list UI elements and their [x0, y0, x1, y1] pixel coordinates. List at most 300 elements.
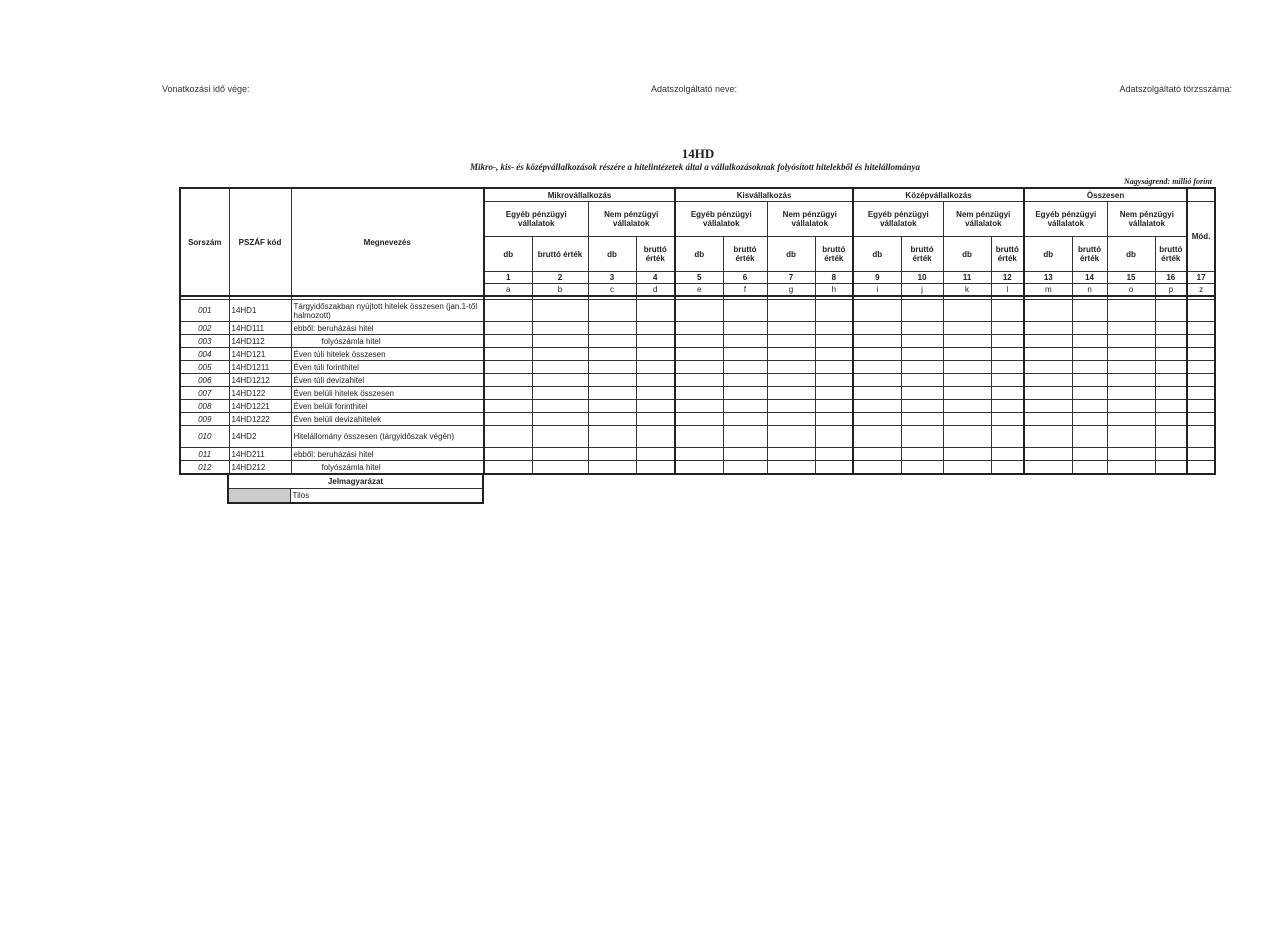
measure-header: db [943, 237, 991, 272]
data-cell[interactable] [723, 322, 767, 335]
data-cell[interactable] [991, 348, 1024, 361]
data-cell[interactable] [767, 374, 815, 387]
measure-header: db [1024, 237, 1072, 272]
data-cell[interactable] [1072, 413, 1107, 426]
data-cell[interactable] [853, 335, 901, 348]
data-cell[interactable] [675, 322, 723, 335]
measure-header: bruttó érték [636, 237, 675, 272]
data-cell[interactable] [767, 361, 815, 374]
data-cell[interactable] [815, 374, 853, 387]
data-cell[interactable] [1107, 348, 1155, 361]
data-cell[interactable] [675, 387, 723, 400]
row-name: Éven belüli devizahitelek [291, 413, 484, 426]
data-cell[interactable] [853, 400, 901, 413]
data-cell[interactable] [532, 461, 588, 475]
data-cell[interactable] [636, 413, 675, 426]
column-number: 7 [767, 272, 815, 284]
data-cell[interactable] [901, 300, 943, 322]
data-cell[interactable] [1072, 335, 1107, 348]
row-name: folyószámla hitel [291, 461, 484, 475]
data-cell[interactable] [815, 361, 853, 374]
data-cell[interactable] [943, 400, 991, 413]
data-cell[interactable] [484, 426, 532, 448]
measure-header: db [853, 237, 901, 272]
data-cell[interactable] [943, 374, 991, 387]
data-cell[interactable] [1187, 413, 1215, 426]
data-cell[interactable] [767, 400, 815, 413]
subgroup-header: Nem pénzügyi vállalatok [767, 202, 853, 237]
data-cell[interactable] [532, 335, 588, 348]
data-cell[interactable] [943, 361, 991, 374]
data-cell[interactable] [991, 361, 1024, 374]
data-cell[interactable] [484, 413, 532, 426]
row-name: Éven belüli forinthitel [291, 400, 484, 413]
column-number: 3 [588, 272, 636, 284]
data-cell[interactable] [588, 348, 636, 361]
data-cell[interactable] [588, 448, 636, 461]
data-cell[interactable] [991, 461, 1024, 475]
data-cell[interactable] [901, 335, 943, 348]
data-cell[interactable] [815, 335, 853, 348]
data-cell[interactable] [943, 322, 991, 335]
data-table [179, 187, 1216, 475]
data-cell[interactable] [901, 413, 943, 426]
column-letter: j [901, 284, 943, 297]
column-number: 8 [815, 272, 853, 284]
data-cell[interactable] [1155, 387, 1187, 400]
measure-header: bruttó érték [1072, 237, 1107, 272]
data-cell[interactable] [853, 413, 901, 426]
data-cell[interactable] [853, 461, 901, 475]
row-code: 14HD111 [229, 322, 291, 335]
data-cell[interactable] [636, 461, 675, 475]
data-cell[interactable] [1155, 348, 1187, 361]
data-cell[interactable] [1024, 461, 1072, 475]
data-cell[interactable] [588, 387, 636, 400]
data-cell[interactable] [815, 426, 853, 448]
data-cell[interactable] [901, 426, 943, 448]
data-cell[interactable] [675, 335, 723, 348]
data-cell[interactable] [1187, 300, 1215, 322]
data-cell[interactable] [532, 413, 588, 426]
data-cell[interactable] [1072, 374, 1107, 387]
data-cell[interactable] [723, 448, 767, 461]
data-cell[interactable] [636, 387, 675, 400]
data-cell[interactable] [532, 426, 588, 448]
data-cell[interactable] [901, 361, 943, 374]
data-cell[interactable] [853, 361, 901, 374]
data-cell[interactable] [532, 348, 588, 361]
row-code: 14HD122 [229, 387, 291, 400]
data-cell[interactable] [1024, 413, 1072, 426]
data-cell[interactable] [767, 448, 815, 461]
data-cell[interactable] [723, 426, 767, 448]
data-cell[interactable] [636, 374, 675, 387]
row-code: 14HD121 [229, 348, 291, 361]
data-cell[interactable] [815, 387, 853, 400]
row-number: 002 [180, 322, 229, 335]
data-cell[interactable] [532, 400, 588, 413]
data-cell[interactable] [853, 426, 901, 448]
column-number: 10 [901, 272, 943, 284]
data-cell[interactable] [588, 400, 636, 413]
legend-swatch [228, 489, 290, 504]
data-cell[interactable] [1155, 300, 1187, 322]
measure-header: db [1107, 237, 1155, 272]
data-cell[interactable] [1072, 361, 1107, 374]
data-cell[interactable] [723, 374, 767, 387]
data-cell[interactable] [943, 426, 991, 448]
data-cell[interactable] [636, 335, 675, 348]
data-cell[interactable] [675, 348, 723, 361]
data-cell[interactable] [675, 448, 723, 461]
row-number: 006 [180, 374, 229, 387]
data-cell[interactable] [815, 448, 853, 461]
data-cell[interactable] [723, 335, 767, 348]
data-cell[interactable] [901, 374, 943, 387]
column-letter: f [723, 284, 767, 297]
row-name: folyószámla hitel [291, 335, 484, 348]
column-letter: l [991, 284, 1024, 297]
row-code: 14HD212 [229, 461, 291, 475]
data-cell[interactable] [532, 448, 588, 461]
table-row [180, 300, 1215, 322]
column-number: 5 [675, 272, 723, 284]
subgroup-header: Nem pénzügyi vállalatok [943, 202, 1024, 237]
data-cell[interactable] [991, 400, 1024, 413]
column-letter: g [767, 284, 815, 297]
subgroup-header: Nem pénzügyi vállalatok [588, 202, 675, 237]
data-cell[interactable] [1024, 426, 1072, 448]
col-header-sorszam: Sorszám [180, 188, 229, 296]
legend-table [227, 473, 484, 504]
data-cell[interactable] [723, 387, 767, 400]
provider-id-label: Adatszolgáltató törzsszáma: [1119, 84, 1232, 94]
data-cell[interactable] [1024, 374, 1072, 387]
data-cell[interactable] [853, 300, 901, 322]
data-cell[interactable] [767, 300, 815, 322]
data-cell[interactable] [588, 322, 636, 335]
measure-header: db [588, 237, 636, 272]
data-cell[interactable] [815, 300, 853, 322]
data-cell[interactable] [532, 387, 588, 400]
data-cell[interactable] [1107, 361, 1155, 374]
data-cell[interactable] [636, 348, 675, 361]
data-cell[interactable] [901, 400, 943, 413]
data-cell[interactable] [1024, 348, 1072, 361]
data-cell[interactable] [767, 335, 815, 348]
data-cell[interactable] [1072, 348, 1107, 361]
column-letter: i [853, 284, 901, 297]
data-cell[interactable] [588, 461, 636, 475]
data-cell[interactable] [675, 461, 723, 475]
data-cell[interactable] [723, 348, 767, 361]
col-header-megnevezes: Megnevezés [291, 188, 484, 296]
row-name: ebből: beruházási hitel [291, 448, 484, 461]
table-row [180, 448, 1215, 461]
data-cell[interactable] [723, 400, 767, 413]
data-cell[interactable] [1187, 361, 1215, 374]
provider-name-label: Adatszolgáltató neve: [651, 84, 738, 94]
measure-header: bruttó érték [532, 237, 588, 272]
data-cell[interactable] [1107, 387, 1155, 400]
data-cell[interactable] [1072, 387, 1107, 400]
data-cell[interactable] [636, 426, 675, 448]
data-cell[interactable] [1024, 400, 1072, 413]
row-number: 011 [180, 448, 229, 461]
data-cell[interactable] [723, 461, 767, 475]
data-cell[interactable] [675, 300, 723, 322]
data-cell[interactable] [1155, 448, 1187, 461]
data-cell[interactable] [636, 322, 675, 335]
data-cell[interactable] [532, 300, 588, 322]
data-cell[interactable] [532, 322, 588, 335]
data-cell[interactable] [532, 361, 588, 374]
column-letter: d [636, 284, 675, 297]
data-cell[interactable] [853, 448, 901, 461]
data-cell[interactable] [1107, 413, 1155, 426]
group-header: Középvállalkozás [853, 188, 1024, 202]
column-number: 15 [1107, 272, 1155, 284]
data-cell[interactable] [943, 300, 991, 322]
data-cell[interactable] [484, 387, 532, 400]
data-cell[interactable] [588, 335, 636, 348]
data-cell[interactable] [1072, 400, 1107, 413]
data-cell[interactable] [1187, 426, 1215, 448]
data-cell[interactable] [484, 300, 532, 322]
group-header: Mikrovállalkozás [484, 188, 675, 202]
row-code: 14HD112 [229, 335, 291, 348]
table-row [180, 348, 1215, 361]
data-cell[interactable] [901, 322, 943, 335]
data-cell[interactable] [1072, 426, 1107, 448]
data-cell[interactable] [1024, 361, 1072, 374]
row-code: 14HD1212 [229, 374, 291, 387]
row-number: 008 [180, 400, 229, 413]
table-row [180, 387, 1215, 400]
data-cell[interactable] [1187, 400, 1215, 413]
row-code: 14HD2 [229, 426, 291, 448]
row-name: Hitelállomány összesen (tárgyidőszak végén) [291, 426, 484, 448]
row-name: Éven túli hitelek összesen [291, 348, 484, 361]
data-cell[interactable] [991, 448, 1024, 461]
subgroup-header: Nem pénzügyi vállalatok [1107, 202, 1187, 237]
row-code: 14HD1 [229, 300, 291, 322]
data-cell[interactable] [484, 448, 532, 461]
data-cell[interactable] [723, 413, 767, 426]
data-cell[interactable] [1155, 426, 1187, 448]
data-cell[interactable] [588, 300, 636, 322]
data-cell[interactable] [1155, 335, 1187, 348]
data-cell[interactable] [1024, 300, 1072, 322]
data-cell[interactable] [815, 413, 853, 426]
data-cell[interactable] [991, 300, 1024, 322]
data-cell[interactable] [484, 374, 532, 387]
measure-header: bruttó érték [1155, 237, 1187, 272]
row-code: 14HD1221 [229, 400, 291, 413]
data-cell[interactable] [588, 426, 636, 448]
data-cell[interactable] [1072, 448, 1107, 461]
data-cell[interactable] [1155, 461, 1187, 475]
data-cell[interactable] [484, 400, 532, 413]
measure-header: bruttó érték [723, 237, 767, 272]
data-cell[interactable] [1187, 374, 1215, 387]
data-cell[interactable] [588, 413, 636, 426]
data-cell[interactable] [853, 348, 901, 361]
subgroup-header: Egyéb pénzügyi vállalatok [1024, 202, 1107, 237]
table-row [180, 374, 1215, 387]
data-cell[interactable] [815, 348, 853, 361]
data-cell[interactable] [636, 361, 675, 374]
row-code: 14HD1222 [229, 413, 291, 426]
data-cell[interactable] [1187, 461, 1215, 475]
data-cell[interactable] [1155, 322, 1187, 335]
subgroup-header: Egyéb pénzügyi vállalatok [675, 202, 767, 237]
data-cell[interactable] [1187, 335, 1215, 348]
data-cell[interactable] [636, 400, 675, 413]
data-cell[interactable] [484, 461, 532, 475]
data-cell[interactable] [484, 348, 532, 361]
column-number: 13 [1024, 272, 1072, 284]
data-cell[interactable] [1024, 322, 1072, 335]
group-header: Kisvállalkozás [675, 188, 853, 202]
data-cell[interactable] [484, 361, 532, 374]
data-cell[interactable] [943, 448, 991, 461]
data-cell[interactable] [484, 335, 532, 348]
data-cell[interactable] [943, 461, 991, 475]
row-name: Éven belüli hitelek összesen [291, 387, 484, 400]
data-cell[interactable] [588, 361, 636, 374]
data-cell[interactable] [1107, 461, 1155, 475]
data-cell[interactable] [991, 374, 1024, 387]
column-number: 2 [532, 272, 588, 284]
data-cell[interactable] [943, 348, 991, 361]
data-cell[interactable] [588, 374, 636, 387]
data-cell[interactable] [815, 400, 853, 413]
data-cell[interactable] [484, 322, 532, 335]
data-cell[interactable] [1072, 461, 1107, 475]
data-cell[interactable] [675, 361, 723, 374]
data-cell[interactable] [767, 413, 815, 426]
data-cell[interactable] [1107, 426, 1155, 448]
data-cell[interactable] [1107, 448, 1155, 461]
data-cell[interactable] [1024, 387, 1072, 400]
data-cell[interactable] [991, 335, 1024, 348]
data-cell[interactable] [675, 426, 723, 448]
table-row [180, 361, 1215, 374]
data-cell[interactable] [1107, 322, 1155, 335]
row-number: 012 [180, 461, 229, 475]
data-cell[interactable] [853, 387, 901, 400]
row-number: 001 [180, 300, 229, 322]
data-cell[interactable] [991, 426, 1024, 448]
column-letter: b [532, 284, 588, 297]
column-letter: m [1024, 284, 1072, 297]
data-cell[interactable] [943, 413, 991, 426]
data-cell[interactable] [1107, 400, 1155, 413]
subgroup-header: Egyéb pénzügyi vállalatok [853, 202, 943, 237]
column-number: 6 [723, 272, 767, 284]
data-cell[interactable] [1072, 300, 1107, 322]
table-row [180, 461, 1215, 475]
data-cell[interactable] [1107, 335, 1155, 348]
measure-header: db [484, 237, 532, 272]
data-cell[interactable] [815, 322, 853, 335]
data-cell[interactable] [1107, 374, 1155, 387]
row-name: Tárgyidőszakban nyújtott hitelek összesen (jan.1-től halmozott) [291, 300, 484, 322]
col-header-mod: Mód. [1187, 202, 1215, 272]
column-letter: o [1107, 284, 1155, 297]
data-cell[interactable] [853, 374, 901, 387]
data-cell[interactable] [853, 322, 901, 335]
column-letter: p [1155, 284, 1187, 297]
column-number: 16 [1155, 272, 1187, 284]
table-row [180, 400, 1215, 413]
data-cell[interactable] [815, 461, 853, 475]
data-cell[interactable] [767, 426, 815, 448]
row-name: Éven túli forinthitel [291, 361, 484, 374]
data-cell[interactable] [767, 387, 815, 400]
data-cell[interactable] [675, 374, 723, 387]
data-cell[interactable] [636, 448, 675, 461]
column-letter: h [815, 284, 853, 297]
data-cell[interactable] [1187, 387, 1215, 400]
legend-title: Jelmagyarázat [228, 474, 483, 489]
data-cell[interactable] [991, 413, 1024, 426]
data-cell[interactable] [1024, 448, 1072, 461]
data-cell[interactable] [767, 348, 815, 361]
data-cell[interactable] [767, 322, 815, 335]
data-cell[interactable] [636, 300, 675, 322]
column-number: 17 [1187, 272, 1215, 284]
row-code: 14HD211 [229, 448, 291, 461]
form-title: Mikro-, kis- és középvállalkozások részére a hitelintézetek által a vállalkozásoknak folyósított hitelekből és hitelállománya [470, 162, 920, 172]
data-cell[interactable] [767, 461, 815, 475]
data-cell[interactable] [1107, 300, 1155, 322]
data-cell[interactable] [1155, 361, 1187, 374]
data-cell[interactable] [901, 461, 943, 475]
data-cell[interactable] [532, 374, 588, 387]
data-cell[interactable] [1155, 374, 1187, 387]
data-cell[interactable] [991, 387, 1024, 400]
data-cell[interactable] [723, 361, 767, 374]
period-label: Vonatkozási idő vége: [162, 84, 250, 94]
data-cell[interactable] [901, 448, 943, 461]
row-number: 004 [180, 348, 229, 361]
table-row [180, 322, 1215, 335]
data-cell[interactable] [901, 348, 943, 361]
data-cell[interactable] [675, 400, 723, 413]
data-cell[interactable] [901, 387, 943, 400]
col-header-pszaf: PSZÁF kód [229, 188, 291, 296]
data-cell[interactable] [1072, 322, 1107, 335]
data-cell[interactable] [675, 413, 723, 426]
data-cell[interactable] [1155, 400, 1187, 413]
data-cell[interactable] [1187, 322, 1215, 335]
data-cell[interactable] [723, 300, 767, 322]
data-cell[interactable] [1155, 413, 1187, 426]
data-cell[interactable] [991, 322, 1024, 335]
data-cell[interactable] [943, 387, 991, 400]
unit-label: Nagyságrend: millió forint [1123, 177, 1212, 186]
table-row [180, 413, 1215, 426]
data-cell[interactable] [1187, 448, 1215, 461]
measure-header: db [675, 237, 723, 272]
data-cell[interactable] [943, 335, 991, 348]
column-number: 4 [636, 272, 675, 284]
data-cell[interactable] [1187, 348, 1215, 361]
data-cell[interactable] [1024, 335, 1072, 348]
